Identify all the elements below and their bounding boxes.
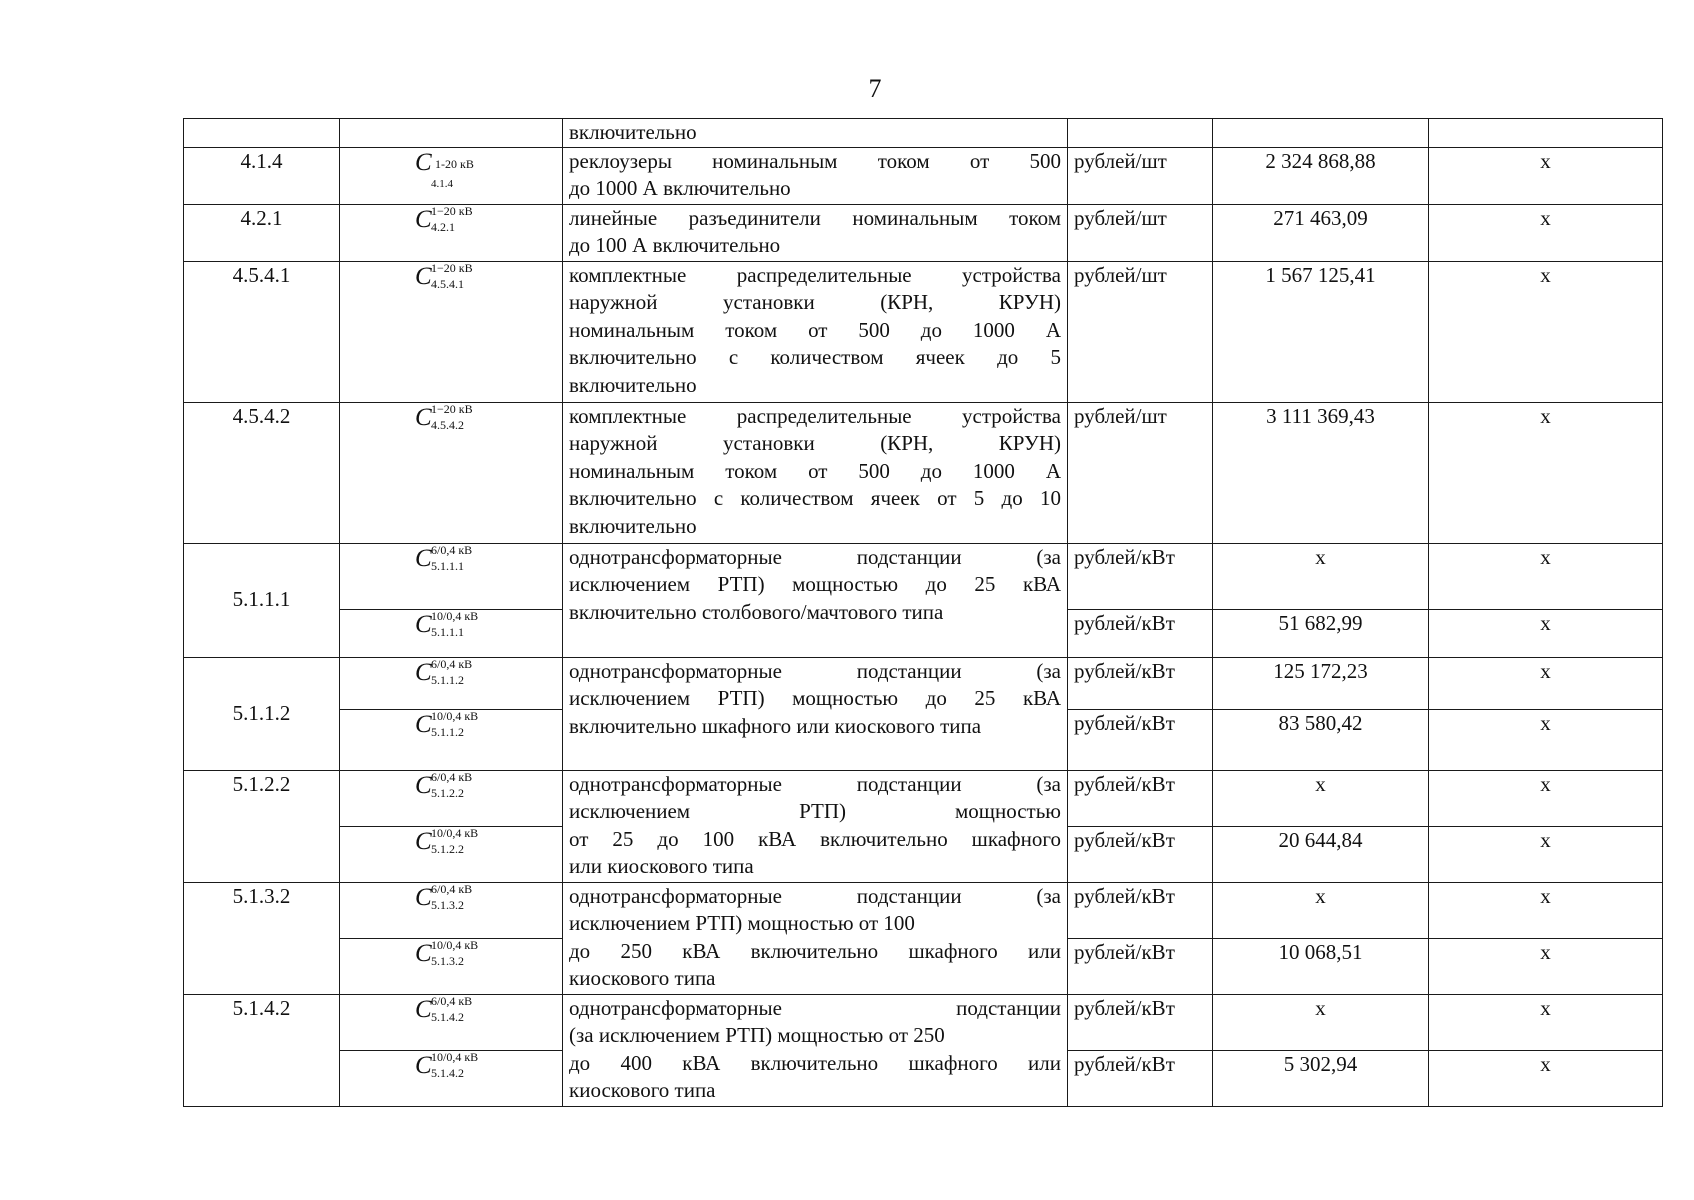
table-row (184, 204, 1663, 261)
value-cell: 83 580,42 (1213, 709, 1429, 770)
rate-symbol (340, 826, 563, 882)
rate-symbol (340, 1050, 563, 1106)
mark-cell: x (1429, 938, 1663, 994)
value-cell: 3 111 369,43 (1213, 402, 1429, 543)
row-description: линейные разъединители номинальным током до 100 А включительно (563, 204, 1068, 261)
table-row (184, 994, 1663, 1050)
value-cell: 2 324 868,88 (1213, 147, 1429, 204)
rate-symbol (340, 709, 563, 770)
unit-cell (1068, 119, 1213, 148)
table-row (184, 402, 1663, 543)
table-row (184, 119, 1663, 148)
rate-symbol (340, 261, 563, 402)
mark-cell: x (1429, 709, 1663, 770)
row-number (184, 119, 340, 148)
rate-symbol (340, 119, 563, 148)
rate-symbol-formula: C 6/0,4 кВ 5.1.4.2 (415, 993, 473, 1024)
value-cell: x (1213, 994, 1429, 1050)
value-cell: 20 644,84 (1213, 826, 1429, 882)
table-row (184, 770, 1663, 826)
rate-symbol-formula: C 1−20 кВ 4.2.1 (415, 203, 473, 234)
page-number: 7 (868, 74, 882, 103)
unit-cell: рублей/кВт (1068, 826, 1213, 882)
value-cell: 10 068,51 (1213, 938, 1429, 994)
unit-cell: рублей/кВт (1068, 709, 1213, 770)
unit-cell: рублей/кВт (1068, 882, 1213, 938)
rate-symbol-formula: C 6/0,4 кВ 5.1.2.2 (415, 769, 473, 800)
unit-cell: рублей/шт (1068, 402, 1213, 543)
mark-cell: x (1429, 543, 1663, 609)
mark-cell: x (1429, 882, 1663, 938)
rates-table (183, 118, 1663, 1107)
row-description: однотрансформаторные подстанции (за исключением РТП) мощностью до 25 кВА включительно столбового/мачтового типа (563, 543, 1068, 657)
unit-cell: рублей/кВт (1068, 938, 1213, 994)
value-cell: 51 682,99 (1213, 609, 1429, 657)
rate-symbol-formula: C 10/0,4 кВ 5.1.3.2 (415, 937, 479, 968)
rate-symbol-formula: C 10/0,4 кВ 5.1.1.1 (415, 608, 479, 639)
unit-cell: рублей/шт (1068, 147, 1213, 204)
unit-cell: рублей/кВт (1068, 994, 1213, 1050)
unit-cell: рублей/кВт (1068, 609, 1213, 657)
row-number: 5.1.3.2 (184, 882, 340, 994)
row-description: однотрансформаторные подстанции (за исключением РТП) мощностью до 25 кВА включительно шкафного или киоскового типа (563, 657, 1068, 770)
row-number: 5.1.4.2 (184, 994, 340, 1106)
unit-cell: рублей/кВт (1068, 1050, 1213, 1106)
value-cell: x (1213, 882, 1429, 938)
rate-symbol (340, 938, 563, 994)
unit-cell: рублей/кВт (1068, 543, 1213, 609)
mark-cell: x (1429, 994, 1663, 1050)
table-row (184, 882, 1663, 938)
mark-cell: x (1429, 261, 1663, 402)
rate-symbol-formula: C 10/0,4 кВ 5.1.4.2 (415, 1049, 479, 1080)
rate-symbol-formula: C 10/0,4 кВ 5.1.1.2 (415, 708, 479, 739)
mark-cell: x (1429, 402, 1663, 543)
value-cell: x (1213, 543, 1429, 609)
rate-symbol-formula: C 6/0,4 кВ 5.1.3.2 (415, 881, 473, 912)
mark-cell (1429, 119, 1663, 148)
row-number: 5.1.2.2 (184, 770, 340, 882)
row-description: однотрансформаторные подстанции (за исключением РТП) мощностью от 25 до 100 кВА включительно шкафного или киоскового типа (563, 770, 1068, 882)
table-row (184, 657, 1663, 709)
mark-cell: x (1429, 147, 1663, 204)
unit-cell: рублей/шт (1068, 204, 1213, 261)
row-number: 4.1.4 (184, 147, 340, 204)
mark-cell: x (1429, 609, 1663, 657)
value-cell: 125 172,23 (1213, 657, 1429, 709)
rate-symbol (340, 657, 563, 709)
rate-symbol (340, 204, 563, 261)
row-description: однотрансформаторные подстанции (за исключением РТП) мощностью от 250 до 400 кВА включительно шкафного или киоскового типа (563, 994, 1068, 1106)
row-number: 4.2.1 (184, 204, 340, 261)
row-description: однотрансформаторные подстанции (за исключением РТП) мощностью от 100 до 250 кВА включительно шкафного или киоскового типа (563, 882, 1068, 994)
unit-cell: рублей/шт (1068, 261, 1213, 402)
mark-cell: x (1429, 826, 1663, 882)
mark-cell: x (1429, 657, 1663, 709)
row-description: реклоузеры номинальным током от 500 до 1000 А включительно (563, 147, 1068, 204)
value-cell: 5 302,94 (1213, 1050, 1429, 1106)
table-row (184, 543, 1663, 609)
row-description: комплектные распределительные устройства наружной установки (КРН, КРУН) номинальным током от 500 до 1000 А включительно с количеством ячеек от 5 до 10 включительно (563, 402, 1068, 543)
mark-cell: x (1429, 770, 1663, 826)
rate-symbol (340, 543, 563, 609)
rate-symbol (340, 882, 563, 938)
rate-symbol-formula: C 1−20 кВ 4.5.4.2 (415, 401, 473, 432)
value-cell: x (1213, 770, 1429, 826)
mark-cell: x (1429, 1050, 1663, 1106)
rate-symbol-formula: C 6/0,4 кВ 5.1.1.2 (415, 656, 473, 687)
unit-cell: рублей/кВт (1068, 657, 1213, 709)
rate-symbol-formula: С 1-20 кВ 4.1.4 (415, 148, 474, 190)
rate-symbol (340, 609, 563, 657)
unit-cell: рублей/кВт (1068, 770, 1213, 826)
rate-symbol-formula: C 10/0,4 кВ 5.1.2.2 (415, 825, 479, 856)
row-description: комплектные распределительные устройства наружной установки (КРН, КРУН) номинальным током от 500 до 1000 А включительно с количеством ячеек до 5 включительно (563, 261, 1068, 402)
rate-symbol (340, 402, 563, 543)
row-number: 4.5.4.2 (184, 402, 340, 543)
row-number: 5.1.1.2 (184, 657, 340, 770)
rate-symbol (340, 994, 563, 1050)
table-row (184, 261, 1663, 402)
value-cell (1213, 119, 1429, 148)
value-cell: 271 463,09 (1213, 204, 1429, 261)
value-cell: 1 567 125,41 (1213, 261, 1429, 402)
row-description: включительно (563, 119, 1068, 148)
rate-symbol-formula: C 6/0,4 кВ 5.1.1.1 (415, 542, 473, 573)
rate-symbol (340, 770, 563, 826)
row-number: 5.1.1.1 (184, 543, 340, 657)
row-number: 4.5.4.1 (184, 261, 340, 402)
rate-symbol-formula: C 1−20 кВ 4.5.4.1 (415, 260, 473, 291)
rate-symbol (340, 147, 563, 204)
mark-cell: x (1429, 204, 1663, 261)
table-row (184, 147, 1663, 204)
